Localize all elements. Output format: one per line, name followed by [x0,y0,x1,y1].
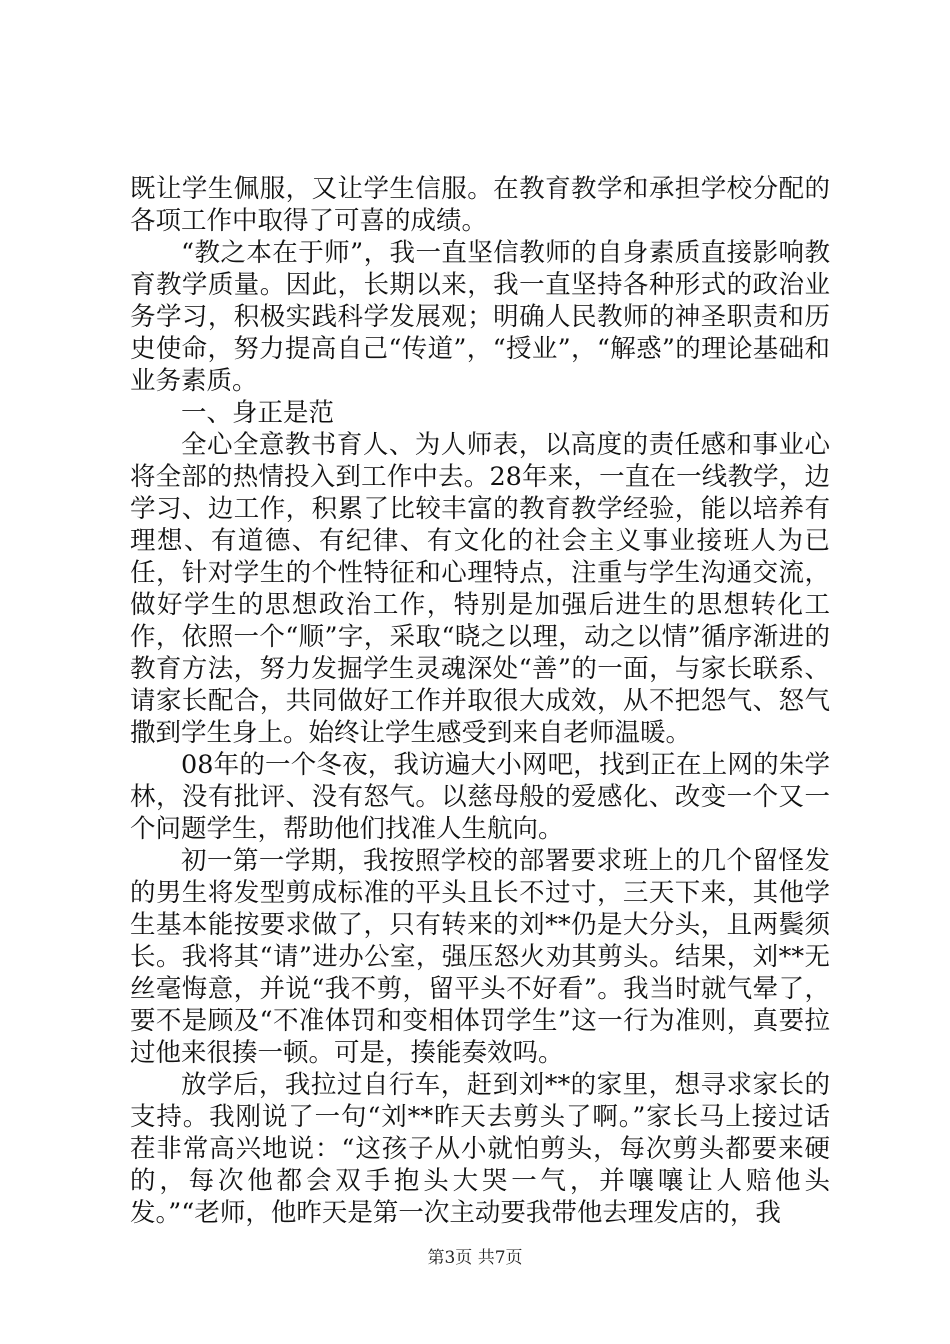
paragraph-dedication: 全心全意教书育人、为人师表，以高度的责任感和事业心将全部的热情投入到工作中去。28年来，一直在一线教学，边学习、边工作，积累了比较丰富的教育教学经验，能以培养有理想、有道德、有纪律、有文化的社会主义事业接班人为已任，针对学生的个性特征和心理特点，注重与学生沟通交流，做好学生的思想政治工作，特别是加强后进生的思想转化工作，依照一个“顺”字，采取“晓之以理，动之以情”循序渐进的教育方法，努力发掘学生灵魂深处“善”的一面，与家长联系、请家长配合，共同做好工作并取很大成效，从不把怨气、怒气撒到学生身上。始终让学生感受到来自老师温暖。 [130,430,830,748]
paragraph-teacher-quality: “教之本在于师”，我一直坚信教师的自身素质直接影响教育教学质量。因此，长期以来，我一直坚持各种形式的政治业务学习，积极实践科学发展观；明确人民教师的神圣职责和历史使命，努力提高自己“传道”，“授业”，“解惑”的理论基础和业务素质。 [130,238,830,396]
paragraph-haircut-story: 初一第一学期，我按照学校的部署要求班上的几个留怪发的男生将发型剪成标准的平头且长不过寸，三天下来，其他学生基本能按要求做了，只有转来的刘**仍是大分头，且两鬓须长。我将其“请”进办公室，强压怒火劝其剪头。结果，刘**无丝毫悔意，并说“我不剪，留平头不好看”。我当时就气晕了，要不是顾及“不准体罚和变相体罚学生”这一行为准则，真要拉过他来很揍一顿。可是，揍能奏效吗。 [130,846,830,1068]
page-number-footer: 第3页 共7页 [427,1248,523,1268]
section-heading: 一、身正是范 [181,398,335,428]
paragraph-home-visit: 放学后，我拉过自行车，赶到刘**的家里，想寻求家长的支持。我刚说了一句“刘**昨天去剪头了啊。”家长马上接过话茬非常高兴地说：“这孩子从小就怕剪头，每次剪头都要来硬的，每次他都会双手抱头大哭一气，并嚷嚷让人赔他头发。”“老师，他昨天是第一次主动要我带他去理发店的，我 [130,1070,830,1228]
document-body [130,173,830,1229]
paragraph-winter-night: 08年的一个冬夜，我访遍大小网吧，找到正在上网的朱学林，没有批评、没有怒气。以慈母般的爱感化、改变一个又一个问题学生，帮助他们找准人生航向。 [130,750,830,844]
paragraph-continuation: 既让学生佩服，又让学生信服。在教育教学和承担学校分配的各项工作中取得了可喜的成绩。 [130,174,830,236]
